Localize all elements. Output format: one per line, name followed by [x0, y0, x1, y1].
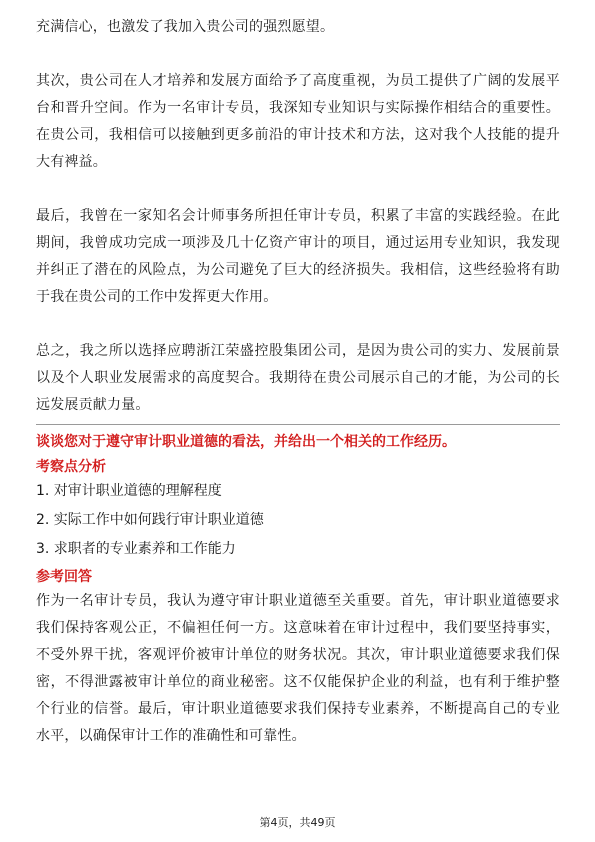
page-number: 第4页，共49页 [259, 816, 336, 829]
paragraph-second-reason: 其次，贵公司在人才培养和发展方面给予了高度重视，为员工提供了广阔的发展平台和晋升空间。作为一名审计专员，我深知专业知识与实际操作相结合的重要性。在贵公司，我相信可以接触到更多前沿的审计技术和方法，这对我个人技能的提升大有裨益。 [36, 73, 560, 170]
analysis-title: 考察点分析 [36, 459, 106, 475]
paragraph-conclusion: 总之，我之所以选择应聘浙江荣盛控股集团公司，是因为贵公司的实力、发展前景以及个人职业发展需求的高度契合。我期待在贵公司展示自己的才能，为公司的长远发展贡献力量。 [36, 343, 560, 413]
answer-title: 参考回答 [36, 569, 92, 585]
paragraph-intro-tail: 充满信心，也激发了我加入贵公司的强烈愿望。 [36, 19, 335, 35]
document-page [36, 14, 560, 750]
section-divider [36, 424, 560, 425]
analysis-point: 3. 求职者的专业素养和工作能力 [36, 541, 236, 557]
answer-text: 作为一名审计专员，我认为遵守审计职业道德至关重要。首先，审计职业道德要求我们保持客观公正，不偏袒任何一方。这意味着在审计过程中，我们要坚持事实，不受外界干扰，客观评价被审计单位的财务状况。其次，审计职业道德要求我们保密，不得泄露被审计单位的商业秘密。这不仅能保护企业的利益，也有利于维护整个行业的信誉。最后，审计职业道德要求我们保持专业素养，不断提高自己的专业水平，以确保审计工作的准确性和可靠性。 [36, 593, 560, 744]
interview-question: 谈谈您对于遵守审计职业道德的看法，并给出一个相关的工作经历。 [36, 434, 456, 450]
analysis-point: 1. 对审计职业道德的理解程度 [36, 483, 222, 499]
paragraph-last-reason: 最后，我曾在一家知名会计师事务所担任审计专员，积累了丰富的实践经验。在此期间，我曾成功完成一项涉及几十亿资产审计的项目，通过运用专业知识，我发现并纠正了潜在的风险点，为公司避免了巨大的经济损失。我相信，这些经验将有助于我在贵公司的工作中发挥更大作用。 [36, 208, 560, 305]
analysis-point: 2. 实际工作中如何践行审计职业道德 [36, 512, 264, 528]
